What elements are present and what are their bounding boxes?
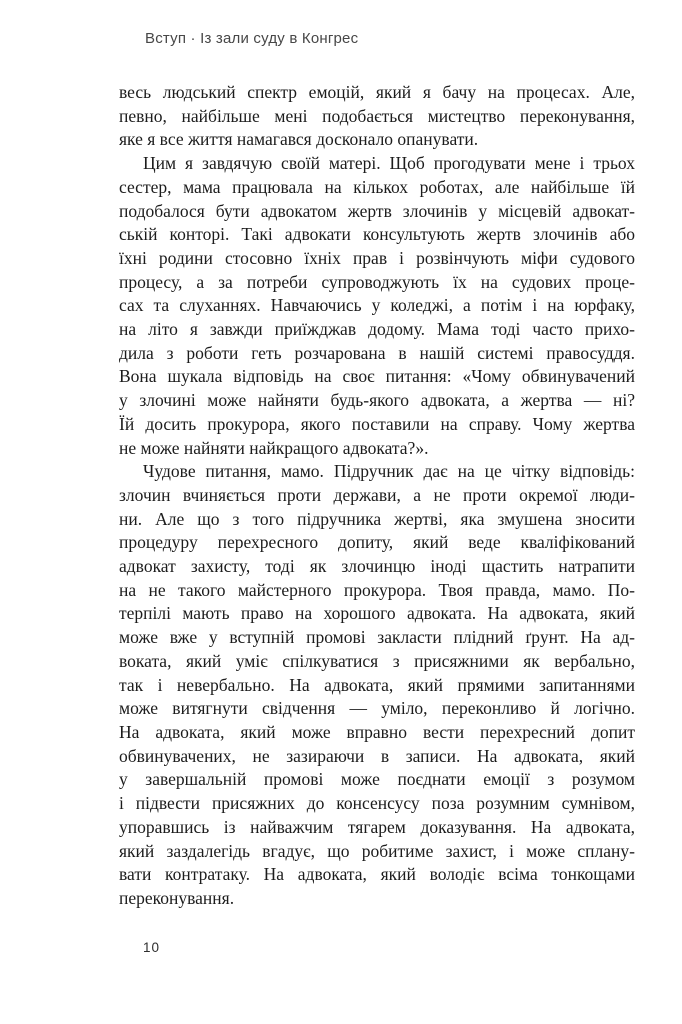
text-line: Чудове питання, мамо. Підручник дає на це чітку відповідь: bbox=[143, 461, 635, 482]
text-line: адвокат захисту, тоді як злочинцю іноді щастить натрапити bbox=[119, 556, 635, 577]
text-line: процедуру перехресного допиту, який веде кваліфікований bbox=[119, 532, 635, 553]
text-line: так і невербально. На адвоката, який прямими запитаннями bbox=[119, 674, 635, 695]
text-line: подобалося бути адвокатом жертв злочинів у місцевій адвокат- bbox=[119, 200, 635, 221]
text-line: весь людський спектр емоцій, який я бачу на процесах. Але, bbox=[119, 82, 635, 102]
text-line: не може найняти найкращого адвоката?». bbox=[119, 437, 429, 458]
text-line: може вже у вступній промові закласти плідний ґрунт. На ад- bbox=[119, 627, 635, 648]
text-line: сестер, мама працювала на кількох роботах, але найбільше їй bbox=[119, 176, 635, 197]
text-line: На адвоката, який може вправно вести перехресний допит bbox=[119, 721, 635, 742]
text-line: на не такого майстерного прокурора. Твоя правда, мамо. По- bbox=[119, 579, 635, 600]
page-number: 10 bbox=[143, 940, 161, 955]
text-line: Вона шукала відповідь на своє питання: «Чому обвинувачений bbox=[119, 366, 635, 387]
text-line: упоравшись із найважчим тягарем доказування. На адвоката, bbox=[119, 816, 635, 837]
body-text bbox=[119, 81, 635, 911]
text-line: воката, який уміє спілкуватися з присяжними як вербально, bbox=[119, 650, 635, 671]
text-line: який заздалегідь вгадує, що робитиме захист, і може сплану- bbox=[119, 840, 635, 861]
text-line: може витягнути свідчення — уміло, переконливо й логічно. bbox=[119, 698, 635, 719]
text-line: і підвести присяжних до консенсусу поза розумним сумнівом, bbox=[119, 793, 635, 814]
text-line: дила з роботи геть розчарована в нашій системі правосуддя. bbox=[119, 342, 635, 363]
text-line: вати контратаку. На адвоката, який володіє всіма тонкощами bbox=[119, 864, 635, 885]
text-line: ській конторі. Такі адвокати консультують жертв злочинів або bbox=[119, 224, 635, 245]
text-line: їхні родини стосовно їхніх прав і розвінчують міфи судового bbox=[119, 247, 635, 268]
text-line: обвинувачених, не зазираючи в записи. На адвоката, який bbox=[119, 745, 635, 766]
text-line: процесу, а за потреби супроводжують їх на судових проце- bbox=[119, 271, 635, 292]
text-line: у злочині може найняти будь-якого адвоката, а жертва — ні? bbox=[119, 390, 635, 411]
text-line: сах та слуханнях. Навчаючись у коледжі, а потім і на юрфаку, bbox=[119, 295, 635, 316]
text-line: у завершальній промові може поєднати емоції з розумом bbox=[119, 769, 635, 790]
text-line: терпілі мають право на хорошого адвоката. На адвоката, який bbox=[119, 603, 635, 624]
text-line: яке я все життя намагався досконало опанувати. bbox=[119, 129, 479, 150]
paragraph bbox=[119, 152, 635, 460]
text-line: ни. Але що з того підручника жертві, яка змушена зносити bbox=[119, 508, 635, 529]
text-line: певно, найбільше мені подобається мистецтво переконування, bbox=[119, 105, 635, 126]
paragraph bbox=[119, 81, 635, 152]
paragraph bbox=[119, 460, 635, 910]
running-header: Вступ · Із зали суду в Конгрес bbox=[145, 30, 359, 47]
text-line: Цим я завдячую своїй матері. Щоб прогодувати мене і трьох bbox=[143, 153, 635, 174]
text-line: Їй досить прокурора, якого поставили на справу. Чому жертва bbox=[119, 413, 635, 434]
text-line: злочин вчиняється проти держави, а не проти окремої люди- bbox=[119, 484, 635, 505]
text-line: на літо я завжди приїжджав додому. Мама тоді часто прихо- bbox=[119, 319, 635, 340]
text-line: переконування. bbox=[119, 887, 235, 908]
